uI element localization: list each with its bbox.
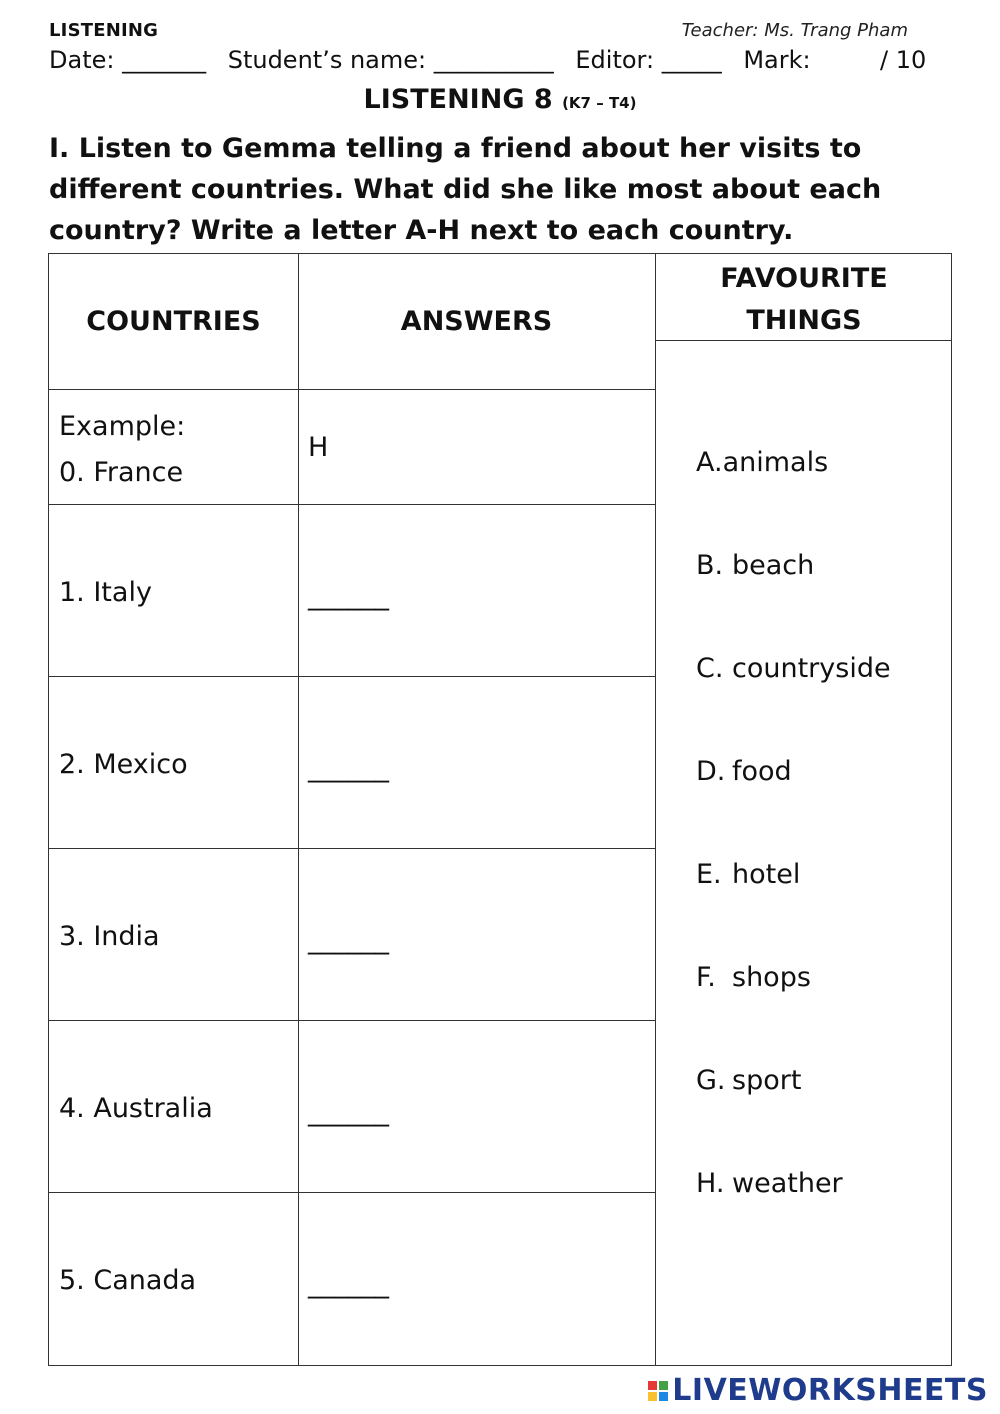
table-divider [49, 504, 656, 505]
option-text: sport [732, 1065, 802, 1096]
answer-row-0: H [308, 432, 329, 463]
option-text: beach [732, 550, 815, 581]
option-e [696, 859, 800, 890]
worksheet-type-label: LISTENING [49, 20, 159, 41]
table-divider [49, 389, 656, 390]
table-divider [49, 1020, 656, 1021]
country-row-1: 1. Italy [59, 577, 152, 608]
header-favourite-things: FAVOURITE THINGS [720, 263, 888, 336]
page-title [0, 84, 1000, 115]
teacher-name: Teacher: Ms. Trang Pham [681, 20, 908, 41]
option-text: animals [722, 447, 829, 478]
option-letter: B. [696, 550, 724, 581]
answer-blank-5[interactable]: ______ [308, 1268, 389, 1299]
answer-blank-2[interactable]: ______ [308, 752, 389, 783]
student-info-row [49, 46, 929, 74]
date-field[interactable]: Date: _______ [49, 46, 207, 74]
option-letter: H. [696, 1168, 725, 1199]
country-row-5: 5. Canada [59, 1265, 197, 1296]
option-letter: A. [696, 447, 723, 478]
option-h [696, 1168, 843, 1199]
table-divider [49, 848, 656, 849]
option-letter: D. [696, 756, 726, 787]
option-letter: G. [696, 1065, 726, 1096]
country-row-3: 3. India [59, 921, 160, 952]
answer-blank-1[interactable]: ______ [308, 580, 389, 611]
table-divider [49, 1192, 656, 1193]
option-a [696, 447, 828, 478]
option-text: shops [732, 962, 811, 993]
editor-field[interactable]: Editor: _____ [575, 46, 722, 74]
title-sub: (K7 – T4) [562, 94, 637, 112]
logo-icon [648, 1381, 668, 1401]
student-name-field[interactable]: Student’s name: __________ [227, 46, 554, 74]
instruction-text: I. Listen to Gemma telling a friend about her visits to different countries. What did she like most about each country? Write a letter A-H next to each country. [49, 133, 882, 246]
table-divider [49, 676, 656, 677]
option-c [696, 653, 891, 684]
option-letter: E. [696, 859, 722, 890]
title-main: LISTENING 8 [363, 84, 553, 115]
table-divider [298, 254, 299, 1365]
option-text: weather [732, 1168, 843, 1199]
country-row-2: 2. Mexico [59, 749, 188, 780]
score-total: / 10 [880, 46, 927, 74]
logo-text: LIVEWORKSHEETS [672, 1373, 988, 1408]
country-row-4: 4. Australia [59, 1093, 213, 1124]
table-divider [655, 254, 656, 1365]
option-text: hotel [732, 859, 801, 890]
option-f [696, 962, 811, 993]
option-text: food [732, 756, 792, 787]
option-letter: C. [696, 653, 724, 684]
answer-table [48, 253, 952, 1366]
mark-label: Mark: [743, 46, 811, 74]
example-label: Example: [59, 411, 186, 442]
option-d [696, 756, 792, 787]
option-g [696, 1065, 801, 1096]
answer-blank-4[interactable]: ______ [308, 1096, 389, 1127]
option-text: countryside [732, 653, 891, 684]
header-answers: ANSWERS [400, 306, 553, 337]
liveworksheets-logo [648, 1373, 988, 1408]
answer-blank-3[interactable]: ______ [308, 924, 389, 955]
option-letter: F. [696, 962, 716, 993]
option-b [696, 550, 814, 581]
header-countries: COUNTRIES [86, 306, 261, 337]
country-row-0: 0. France [59, 457, 184, 488]
